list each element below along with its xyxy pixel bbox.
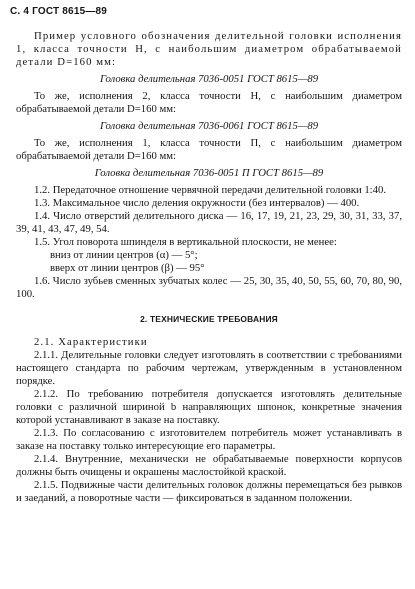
clause-2-1-5: 2.1.5. Подвижные части делительных головок должны перемещаться без рывков и заеданий, а поворотные части — фиксироваться в заданном положении. [16,479,402,504]
example-2-designation: Головка делительная 7036-0061 ГОСТ 8615—89 [99,120,319,132]
clause-2-1-1: 2.1.1. Делительные головки следует изготовлять в соответствии с требованиями настоящего стандарта по рабочим чертежам, утвержденным в установленном порядке. [16,349,402,387]
clause-1-6: 1.6. Число зубьев сменных зубчатых колес — 25, 30, 35, 40, 50, 55, 60, 70, 80, 90, 100. [16,275,402,300]
clause-2-1-2: 2.1.2. По требованию потребителя допускается изготовлять делительные головки с различной шириной b направляющих шпонок, конкретные значения которой устанавливают в заказе на поставку. [16,388,402,426]
clause-2-1: 2.1. Характеристики [34,336,148,348]
example-3-designation: Головка делительная 7036-0051 П ГОСТ 8615—89 [94,167,324,179]
clause-1-4: 1.4. Число отверстий делительного диска — 16, 17, 19, 21, 23, 29, 30, 31, 33, 37, 39, 41, 43, 47, 49, 54. [16,210,402,235]
page-header: С. 4 ГОСТ 8615—89 [10,6,108,17]
clause-1-3: 1.3. Максимальное число деления окружности (без интервалов) — 400. [34,197,360,209]
clause-2-1-3: 2.1.3. По согласованию с изготовителем потребитель может устанавливать в заказе на поставку только интересующие его параметры. [16,427,402,452]
section-2-title: 2. ТЕХНИЧЕСКИЕ ТРЕБОВАНИЯ [140,314,278,324]
example-2-text: То же, исполнения 2, класса точности Н, с наибольшим диаметром обрабатываемой детали D=160 мм: [16,90,402,115]
document-body [16,30,402,505]
clause-1-2: 1.2. Передаточное отношение червячной передачи делительной головки 1:40. [34,184,387,196]
clause-1-5-down: вниз от линии центров (α) — 5°; [50,249,198,261]
clause-1-5: 1.5. Угол поворота шпинделя в вертикальной плоскости, не менее: [34,236,337,248]
example-1-text: Пример условного обозначения делительной головки исполнения 1, класса точности Н, с наибольшим диаметром обрабатываемой детали D=160 мм: [16,30,402,68]
example-3-text: То же, исполнения 1, класса точности П, с наибольшим диаметром обрабатываемой детали D=160 мм: [16,137,402,162]
example-1-designation: Головка делительная 7036-0051 ГОСТ 8615—89 [99,73,319,85]
clause-1-5-up: вверх от линии центров (β) — 95° [50,262,205,274]
clause-2-1-4: 2.1.4. Внутренние, механически не обрабатываемые поверхности корпусов должны быть очищены и окрашены маслостойкой краской. [16,453,402,478]
